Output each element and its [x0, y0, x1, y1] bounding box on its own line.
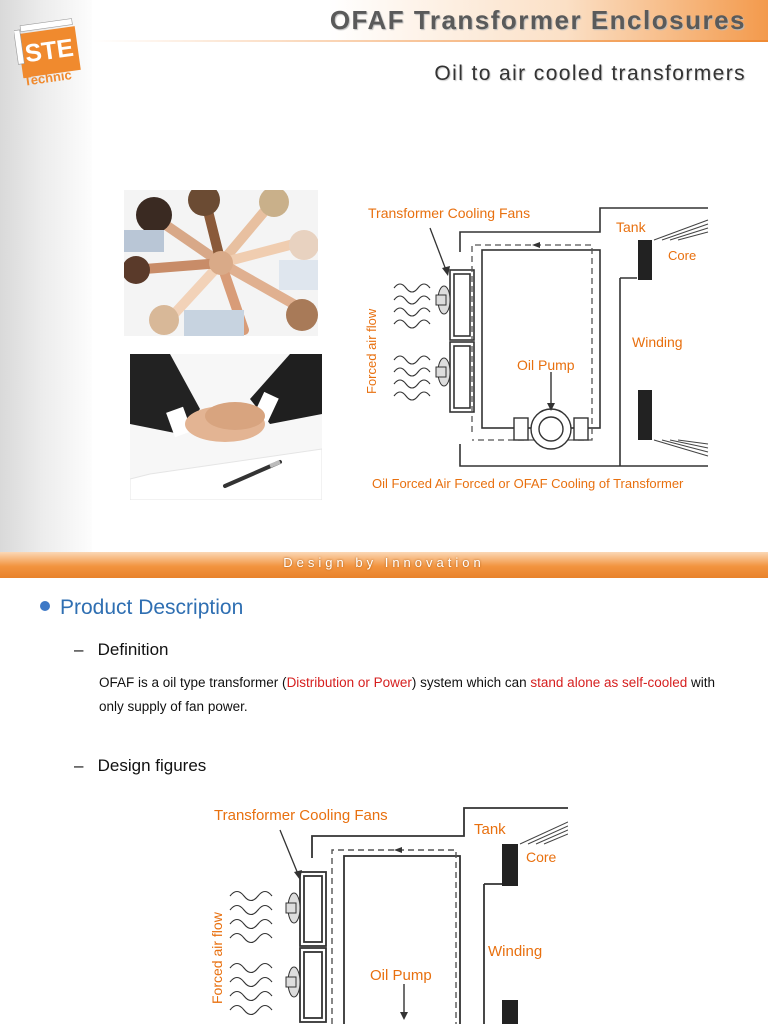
definition-highlight-2: stand alone as self-cooled: [530, 675, 688, 690]
doc-label-tank: Tank: [474, 821, 506, 838]
section-title-text: Product Description: [60, 596, 244, 619]
definition-heading-text: Definition: [97, 640, 169, 659]
doc-label-cooling-fans: Transformer Cooling Fans: [214, 807, 388, 824]
definition-text-3: with only supply of fan power.: [99, 675, 716, 714]
doc-label-winding: Winding: [488, 943, 543, 960]
ofaf-diagram-document: [206, 800, 568, 1024]
design-heading-text: Design figures: [97, 756, 207, 775]
label-oil-pump: Oil Pump: [517, 357, 575, 373]
slide-title: OFAF Transformer Enclosures: [329, 5, 746, 35]
definition-highlight-1: Distribution or Power: [286, 675, 412, 690]
handshake-photo: [130, 354, 322, 500]
section-title: [40, 596, 243, 620]
label-forced-air-flow: Forced air flow: [364, 308, 379, 394]
label-tank: Tank: [616, 219, 646, 235]
slide-subtitle: Oil to air cooled transformers: [434, 62, 746, 85]
bullet-dot: [40, 601, 50, 611]
diagram-caption: Oil Forced Air Forced or OFAF Cooling of Transformer: [372, 476, 684, 491]
svg-text:STE: STE: [23, 33, 76, 69]
definition-paragraph: [99, 671, 719, 719]
doc-label-oil-pump: Oil Pump: [370, 967, 432, 984]
company-logo: [14, 12, 84, 90]
definition-text-2: ) system which can: [411, 675, 531, 690]
label-cooling-fans: Transformer Cooling Fans: [368, 205, 531, 221]
doc-label-forced-air-flow: Forced air flow: [209, 912, 225, 1004]
label-core: Core: [668, 248, 697, 263]
title-underline: [92, 40, 768, 42]
ofaf-diagram-slide: [362, 200, 710, 496]
footer-tagline: Design by Innovation: [283, 555, 485, 570]
doc-label-core: Core: [526, 849, 557, 865]
svg-text:Technic: Technic: [22, 67, 73, 89]
definition-heading: – Definition: [74, 640, 169, 659]
teamwork-photo: [124, 190, 318, 336]
design-heading: – Design figures: [74, 756, 207, 775]
definition-text-1: OFAF is a oil type transformer (: [99, 675, 287, 690]
label-winding: Winding: [632, 334, 683, 350]
